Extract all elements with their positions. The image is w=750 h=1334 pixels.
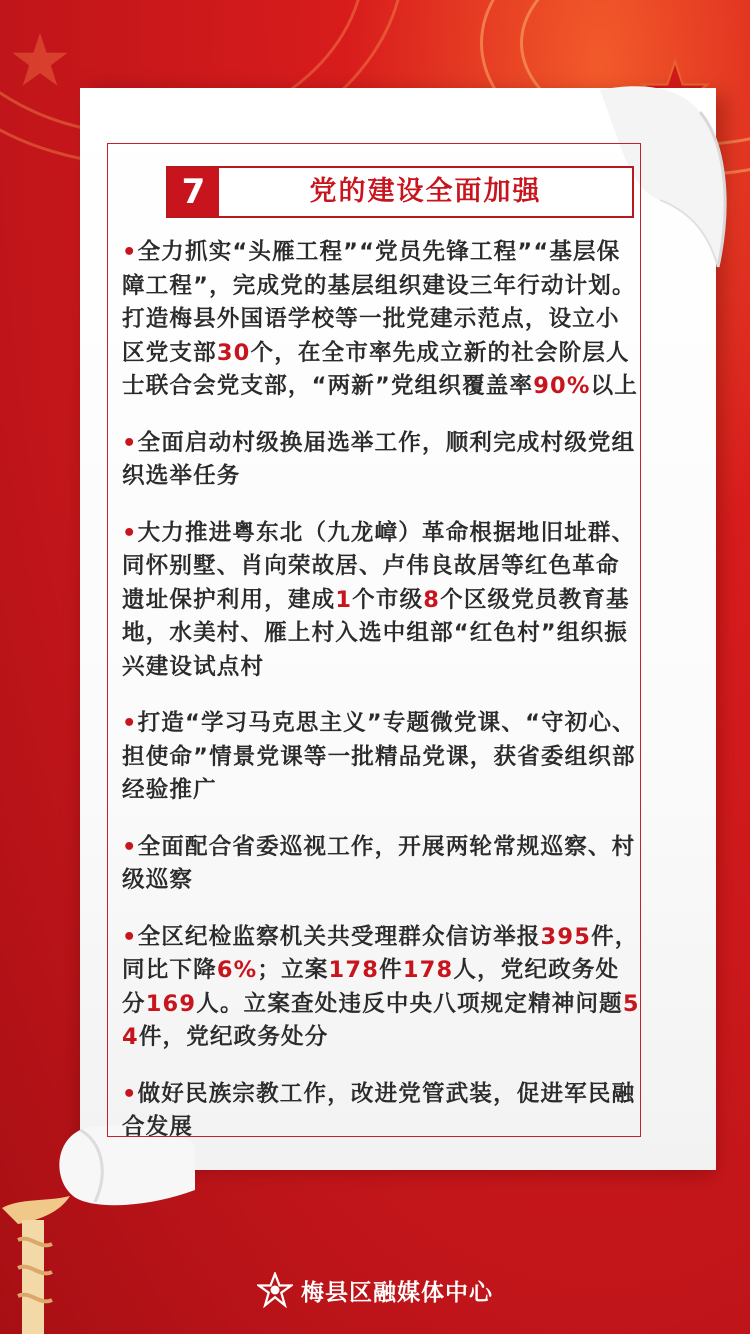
- item-text: ；立案: [257, 957, 329, 983]
- highlight-value: 8: [423, 586, 441, 613]
- list-item: [122, 236, 642, 404]
- bullet-icon: •: [122, 1080, 138, 1107]
- item-text: 人。立案查处违反中央八项规定精神问题: [196, 990, 623, 1017]
- item-text: 全力抓实“头雁工程”“党员先锋工程”“基层保障工程”，完成党的基层组织建设三年行动计划。打造梅县外国语学校等一批党建示范点，设立小区党支部: [122, 239, 636, 366]
- bullet-icon: •: [122, 239, 138, 265]
- star-icon: [10, 30, 70, 90]
- item-text: 人，党纪政务处分: [122, 957, 620, 1017]
- highlight-value: 395: [540, 923, 592, 950]
- list-item: [122, 1078, 642, 1145]
- highlight-value: 178: [402, 957, 454, 983]
- bullet-icon: •: [122, 710, 138, 736]
- content-list: [122, 236, 642, 1168]
- huabiao-pillar-icon: [0, 1190, 90, 1334]
- section-title: 党的建设全面加强: [309, 176, 542, 207]
- highlight-value: 178: [328, 957, 380, 983]
- item-text: 全面配合省委巡视工作，开展两轮常规巡察、村级巡察: [122, 833, 636, 893]
- item-text: 全区纪检监察机关共受理群众信访举报: [137, 923, 541, 950]
- item-text: 打造“学习马克思主义”专题微党课、“守初心、担使命”情景党课等一批精品党课，获省委组织部经验推广: [122, 710, 636, 803]
- media-center-logo-icon: [257, 1272, 293, 1308]
- list-item: [122, 707, 642, 808]
- item-text: 以上: [590, 373, 639, 399]
- item-text: 个，在全市率先成立新的社会阶层人士联合会党支部，“两新”党组织覆盖率: [122, 339, 630, 399]
- bullet-icon: •: [122, 923, 138, 950]
- item-text: 件: [379, 957, 403, 983]
- footer-org-name: 梅县区融媒体中心: [301, 1279, 493, 1306]
- highlight-value: 1: [335, 586, 353, 613]
- highlight-value: 169: [145, 990, 197, 1017]
- highlight-value: 54: [122, 990, 640, 1050]
- list-item: [122, 517, 642, 685]
- section-header: [166, 166, 634, 218]
- bullet-icon: •: [122, 519, 138, 546]
- item-text: 做好民族宗教工作，改进党管武装，促进军民融合发展: [122, 1080, 636, 1140]
- footer: [0, 1272, 750, 1312]
- highlight-value: 30: [216, 339, 251, 366]
- section-number: 7: [168, 168, 219, 216]
- highlight-value: 90%: [533, 373, 591, 399]
- highlight-value: 6%: [216, 957, 258, 983]
- list-item: [122, 427, 642, 494]
- bullet-icon: •: [122, 833, 138, 860]
- item-text: 个市级: [352, 586, 424, 613]
- bullet-icon: •: [122, 429, 138, 456]
- item-text: 件，党纪政务处分: [138, 1024, 329, 1050]
- item-text: 件，同比下降: [122, 923, 639, 983]
- list-item: [122, 831, 642, 898]
- item-text: 大力推进粤东北（九龙嶂）革命根据地旧址群、同怀别墅、肖向荣故居、卢伟良故居等红色革命遗址保护利用，建成: [122, 519, 636, 613]
- item-text: 全面启动村级换届选举工作，顺利完成村级党组织选举任务: [122, 429, 636, 489]
- item-text: 个区级党员教育基地，水美村、雁上村入选中组部“红色村”组织振兴建设试点村: [122, 586, 630, 680]
- list-item: [122, 921, 642, 1055]
